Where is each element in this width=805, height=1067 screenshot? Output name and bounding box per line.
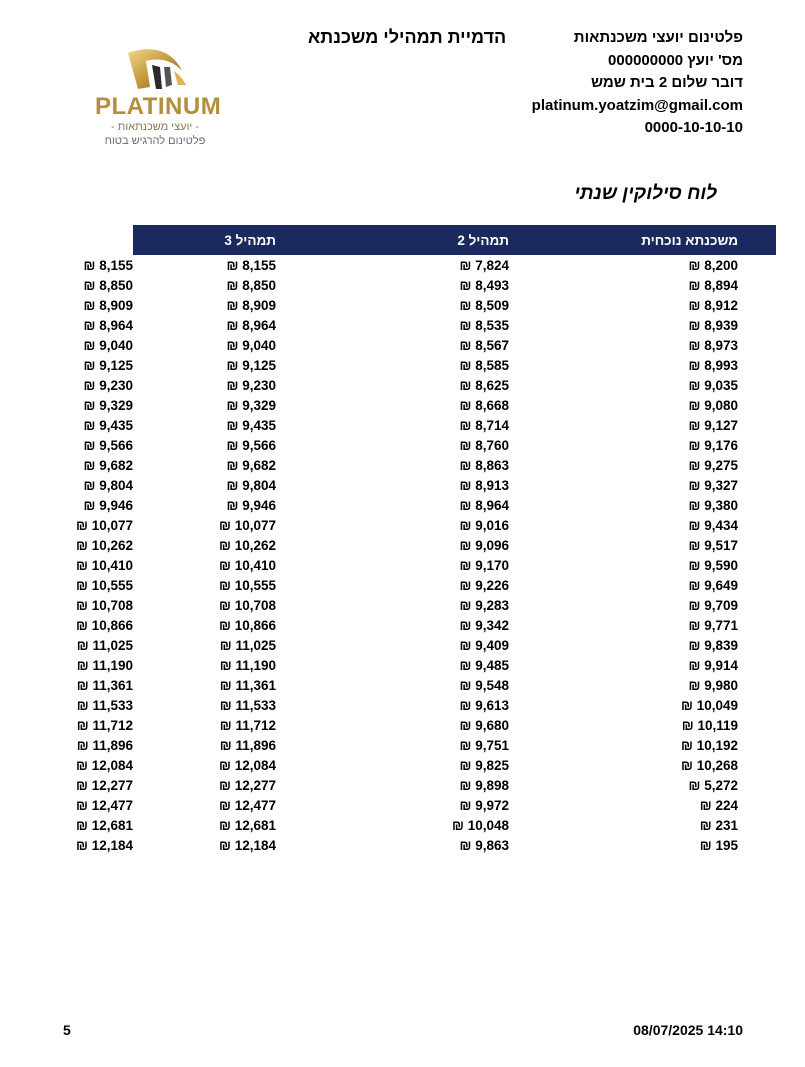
table-cell: 9,125 ₪: [226, 357, 276, 373]
table-row: 9,709 ₪ 9,283 ₪ 10,708 ₪ 10,708 ₪: [133, 595, 776, 615]
table-cell: 9,096 ₪: [459, 537, 509, 553]
table-cell: 12,277 ₪: [219, 777, 276, 793]
table-cell: 9,127 ₪: [688, 417, 738, 433]
brand-tagline: - יועצי משכנתאות -: [111, 121, 199, 133]
table-cell: 9,804 ₪: [226, 477, 276, 493]
table-row: 9,980 ₪ 9,548 ₪ 11,361 ₪ 11,361 ₪: [133, 675, 776, 695]
table-row: 8,993 ₪ 8,585 ₪ 9,125 ₪ 9,125 ₪: [133, 355, 776, 375]
table-cell: 9,016 ₪: [459, 517, 509, 533]
table-cell: 10,262 ₪: [219, 537, 276, 553]
table-row: 9,327 ₪ 8,913 ₪ 9,804 ₪ 9,804 ₪: [133, 475, 776, 495]
table-cell: 8,909 ₪: [226, 297, 276, 313]
table-cell: 9,040 ₪: [226, 337, 276, 353]
table-row: 8,912 ₪ 8,509 ₪ 8,909 ₪ 8,909 ₪: [133, 295, 776, 315]
table-cell: 12,084 ₪: [219, 757, 276, 773]
table-cell: 9,863 ₪: [459, 837, 509, 853]
document-title: הדמיית תמהילי משכנתא: [308, 27, 507, 47]
brand-name: PLATINUM: [95, 93, 222, 120]
table-row: 231 ₪ 10,048 ₪ 12,681 ₪ 12,681 ₪: [133, 815, 776, 835]
table-cell: 8,625 ₪: [459, 377, 509, 393]
table-cell: 11,712 ₪: [219, 717, 276, 733]
table-cell: 8,509 ₪: [459, 297, 509, 313]
table-cell: 8,535 ₪: [459, 317, 509, 333]
table-cell: 9,342 ₪: [459, 617, 509, 633]
logo: [95, 45, 222, 150]
amortization-table: [76, 225, 776, 855]
table-cell: 9,980 ₪: [688, 677, 738, 693]
table-cell: 9,680 ₪: [459, 717, 509, 733]
table-cell: 9,946 ₪: [226, 497, 276, 513]
table-cell: 9,751 ₪: [459, 737, 509, 753]
table-cell: 8,760 ₪: [459, 437, 509, 453]
table-cell: 11,896 ₪: [219, 737, 276, 753]
table-cell: 10,077 ₪: [219, 517, 276, 533]
table-cell: 8,894 ₪: [688, 277, 738, 293]
table-row: 9,035 ₪ 8,625 ₪ 9,230 ₪ 9,230 ₪: [133, 375, 776, 395]
table-row: 9,914 ₪ 9,485 ₪ 11,190 ₪ 11,190 ₪: [133, 655, 776, 675]
table-cell: 224 ₪: [699, 797, 738, 813]
table-cell: 9,327 ₪: [688, 477, 738, 493]
table-cell: 8,973 ₪: [688, 337, 738, 353]
table-cell: 8,585 ₪: [459, 357, 509, 373]
table-cell: 7,824 ₪: [459, 257, 509, 273]
table-row: 9,649 ₪ 9,226 ₪ 10,555 ₪ 10,555 ₪: [133, 575, 776, 595]
email: platinum.yoatzim@gmail.com: [531, 96, 743, 114]
table-cell: 10,049 ₪: [681, 697, 738, 713]
table-cell: 9,380 ₪: [688, 497, 738, 513]
print-timestamp: 08/07/2025 14:10: [633, 1022, 743, 1038]
table-cell: 8,668 ₪: [459, 397, 509, 413]
table-cell: 9,839 ₪: [688, 637, 738, 653]
table-cell: 9,548 ₪: [459, 677, 509, 693]
column-header: תמהיל 2: [363, 225, 585, 255]
table-cell: 9,709 ₪: [688, 597, 738, 613]
table-cell: 12,681 ₪: [219, 817, 276, 833]
table-cell: 8,567 ₪: [459, 337, 509, 353]
table-cell: 9,283 ₪: [459, 597, 509, 613]
table-cell: 8,493 ₪: [459, 277, 509, 293]
table-cell: 9,566 ₪: [226, 437, 276, 453]
table-cell: 10,866 ₪: [219, 617, 276, 633]
table-cell: 195 ₪: [699, 837, 738, 853]
table-cell: 8,964 ₪: [459, 497, 509, 513]
table-row: 10,049 ₪ 9,613 ₪ 11,533 ₪ 11,533 ₪: [133, 695, 776, 715]
table-cell: 9,613 ₪: [459, 697, 509, 713]
table-cell: 9,230 ₪: [226, 377, 276, 393]
table-row: 9,127 ₪ 8,714 ₪ 9,435 ₪ 9,435 ₪: [133, 415, 776, 435]
table-cell: 12,477 ₪: [219, 797, 276, 813]
table-row: 9,275 ₪ 8,863 ₪ 9,682 ₪ 9,682 ₪: [133, 455, 776, 475]
table-cell: 9,590 ₪: [688, 557, 738, 573]
table-row: 9,176 ₪ 8,760 ₪ 9,566 ₪ 9,566 ₪: [133, 435, 776, 455]
table-cell: 10,268 ₪: [681, 757, 738, 773]
table-cell: 8,200 ₪: [688, 257, 738, 273]
table-cell: 11,025 ₪: [219, 637, 276, 653]
table-cell: 5,272 ₪: [688, 777, 738, 793]
table-row: 9,434 ₪ 9,016 ₪ 10,077 ₪ 10,077 ₪: [133, 515, 776, 535]
table-cell: 11,361 ₪: [219, 677, 276, 693]
table-cell: 9,771 ₪: [688, 617, 738, 633]
table-cell: 8,912 ₪: [688, 297, 738, 313]
column-header: משכנתא נוכחית: [585, 225, 776, 255]
table-cell: 10,192 ₪: [681, 737, 738, 753]
table-cell: 10,048 ₪: [452, 817, 509, 833]
table-cell: 9,825 ₪: [459, 757, 509, 773]
table-cell: 8,964 ₪: [226, 317, 276, 333]
table-header-row: משכנתא נוכחית תמהיל 2 תמהיל 3 תמהיל 4: [133, 225, 776, 255]
table-cell: 231 ₪: [699, 817, 738, 833]
table-cell: 9,275 ₪: [688, 457, 738, 473]
table-cell: 10,410 ₪: [219, 557, 276, 573]
section-title: לוח סילוקין שנתי: [574, 183, 717, 204]
table-cell: 10,555 ₪: [219, 577, 276, 593]
table-cell: 9,517 ₪: [688, 537, 738, 553]
contact-block: [532, 27, 743, 140]
table-cell: 8,863 ₪: [459, 457, 509, 473]
brand-slogan: פלטינום להרגיש בטוח: [104, 135, 206, 147]
table-cell: 10,119 ₪: [681, 717, 738, 733]
table-row: 8,973 ₪ 8,567 ₪ 9,040 ₪ 9,040 ₪: [133, 335, 776, 355]
table-row: 5,272 ₪ 9,898 ₪ 12,277 ₪ 12,277 ₪: [133, 775, 776, 795]
table-cell: 9,035 ₪: [688, 377, 738, 393]
table-cell: 9,649 ₪: [688, 577, 738, 593]
table-cell: 8,913 ₪: [459, 477, 509, 493]
logo-mark-icon: [120, 45, 190, 91]
table-cell: 11,190 ₪: [219, 657, 276, 673]
table-row: 9,590 ₪ 9,170 ₪ 10,410 ₪ 10,410 ₪: [133, 555, 776, 575]
table-row: 10,119 ₪ 9,680 ₪ 11,712 ₪ 11,712 ₪: [133, 715, 776, 735]
table-row: 9,517 ₪ 9,096 ₪ 10,262 ₪ 10,262 ₪: [133, 535, 776, 555]
table-body: [76, 255, 776, 855]
table-cell: 9,409 ₪: [459, 637, 509, 653]
company-name: פלטינום יועצי משכנתאות: [573, 29, 743, 46]
table-cell: 12,184 ₪: [219, 837, 276, 853]
table-cell: 9,898 ₪: [459, 777, 509, 793]
table-cell: 9,170 ₪: [459, 557, 509, 573]
table-cell: 9,682 ₪: [226, 457, 276, 473]
table-cell: 9,485 ₪: [459, 657, 509, 673]
table-row: 8,200 ₪ 7,824 ₪ 8,155 ₪ 8,155 ₪: [133, 255, 776, 275]
table-row: 9,380 ₪ 8,964 ₪ 9,946 ₪ 9,946 ₪: [133, 495, 776, 515]
table-row: 195 ₪ 9,863 ₪ 12,184 ₪ 12,184 ₪: [133, 835, 776, 855]
table-cell: 8,993 ₪: [688, 357, 738, 373]
table-row: 8,894 ₪ 8,493 ₪ 8,850 ₪ 8,850 ₪: [133, 275, 776, 295]
table-cell: 8,939 ₪: [688, 317, 738, 333]
table-row: 10,268 ₪ 9,825 ₪ 12,084 ₪ 12,084 ₪: [133, 755, 776, 775]
page-number: 5: [63, 1022, 71, 1038]
table-cell: 11,533 ₪: [219, 697, 276, 713]
table-cell: 9,226 ₪: [459, 577, 509, 593]
address: דובר שלום 2 בית שמש: [590, 74, 743, 91]
phone: 0000-10-10-10: [644, 119, 743, 136]
table-row: 9,839 ₪ 9,409 ₪ 11,025 ₪ 11,025 ₪: [133, 635, 776, 655]
table-cell: 8,850 ₪: [226, 277, 276, 293]
table-row: 10,192 ₪ 9,751 ₪ 11,896 ₪ 11,896 ₪: [133, 735, 776, 755]
table-cell: 9,176 ₪: [688, 437, 738, 453]
column-header: תמהיל 3: [133, 225, 363, 255]
table-cell: 10,708 ₪: [219, 597, 276, 613]
table-row: 9,771 ₪ 9,342 ₪ 10,866 ₪ 10,866 ₪: [133, 615, 776, 635]
table-row: 224 ₪ 9,972 ₪ 12,477 ₪ 12,477 ₪: [133, 795, 776, 815]
table-cell: 9,329 ₪: [226, 397, 276, 413]
table-cell: 9,080 ₪: [688, 397, 738, 413]
table-cell: 8,714 ₪: [459, 417, 509, 433]
table-cell: 9,972 ₪: [459, 797, 509, 813]
table-row: 8,939 ₪ 8,535 ₪ 8,964 ₪ 8,964 ₪: [133, 315, 776, 335]
table-cell: 9,434 ₪: [688, 517, 738, 533]
table-cell: 8,155 ₪: [226, 257, 276, 273]
table-row: 9,080 ₪ 8,668 ₪ 9,329 ₪ 9,329 ₪: [133, 395, 776, 415]
table-cell: 9,435 ₪: [226, 417, 276, 433]
table-cell: 9,914 ₪: [688, 657, 738, 673]
advisor-number: מס' יועץ 000000000: [608, 51, 743, 69]
